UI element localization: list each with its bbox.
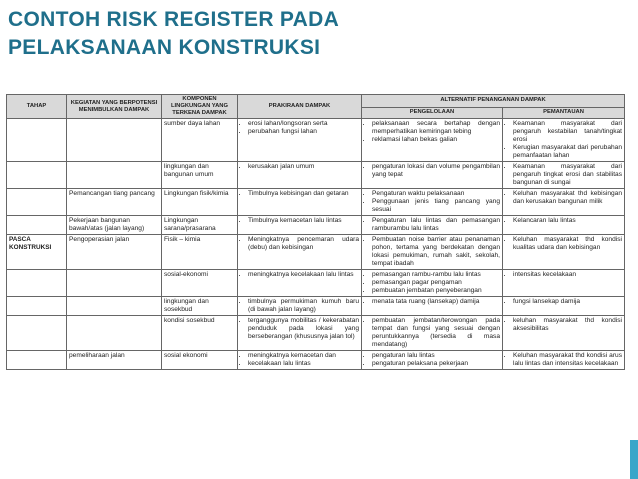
bullet-item: • keluhan masyarakat thd kondisi aksesibilitas — [513, 317, 622, 333]
slide-title-line-2: PELAKSANAAN KONSTRUKSI — [8, 36, 321, 59]
cell-komponen: Lingkungan fisik/kimia — [162, 189, 238, 216]
bullet-item: • Pengaturan waktu pelaksanaan — [372, 190, 500, 198]
cell-prakiraan-list — [240, 217, 359, 225]
slide-title-line-1: CONTOH RISK REGISTER PADA — [8, 8, 340, 31]
bullet-item: • fungsi lansekap damija — [513, 298, 622, 306]
cell-pemantauan — [503, 189, 625, 216]
cell-pengelolaan — [362, 119, 503, 162]
cell-prakiraan — [238, 235, 362, 270]
cell-tahap — [7, 119, 67, 162]
cell-prakiraan — [238, 162, 362, 189]
bullet-item: • pembuatan jembatan/terowongan pada tempat dan fungsi yang sesuai dengan peruntukkannya (tersedia di masa mendatang) — [372, 317, 500, 349]
bullet-item: • erosi lahan/longsoran serta — [248, 120, 359, 128]
bullet-item: • Keamanan masyarakat dari pengaruh tingkat erosi dan stabilitas bangunan di sungai — [513, 163, 622, 187]
cell-prakiraan-list — [240, 298, 359, 314]
cell-prakiraan — [238, 270, 362, 297]
cell-tahap — [7, 270, 67, 297]
cell-pengelolaan — [362, 297, 503, 316]
cell-prakiraan-list — [240, 236, 359, 252]
slide-accent-bar — [630, 440, 638, 479]
table-row — [7, 351, 625, 370]
cell-pemantauan-list — [505, 317, 622, 333]
cell-kegiatan — [67, 162, 162, 189]
cell-pemantauan — [503, 316, 625, 351]
cell-kegiatan: Pengoperasian jalan — [67, 235, 162, 270]
header-pemantauan: PEMANTAUAN — [503, 107, 625, 118]
cell-kegiatan: Pekerjaan bangunan bawah/atas (jalan layang) — [67, 216, 162, 235]
cell-komponen: sumber daya lahan — [162, 119, 238, 162]
cell-pemantauan — [503, 270, 625, 297]
cell-prakiraan — [238, 351, 362, 370]
cell-pemantauan — [503, 119, 625, 162]
cell-pengelolaan — [362, 189, 503, 216]
header-alternatif: ALTERNATIF PENANGANAN DAMPAK — [362, 95, 625, 108]
cell-pemantauan — [503, 162, 625, 189]
cell-pengelolaan-list — [364, 298, 500, 306]
cell-kegiatan: pemeliharaan jalan — [67, 351, 162, 370]
bullet-item: • pemasangan pagar pengaman — [372, 279, 500, 287]
cell-pengelolaan-list — [364, 217, 500, 233]
cell-pemantauan-list — [505, 190, 622, 206]
cell-pengelolaan — [362, 351, 503, 370]
cell-pengelolaan-list — [364, 120, 500, 144]
cell-tahap: PASCA KONSTRUKSI — [7, 235, 67, 270]
risk-register-sheet — [6, 94, 626, 479]
cell-pemantauan-list — [505, 352, 622, 368]
cell-prakiraan-list — [240, 317, 359, 341]
cell-kegiatan — [67, 119, 162, 162]
cell-pengelolaan-list — [364, 163, 500, 179]
cell-pengelolaan — [362, 162, 503, 189]
cell-pemantauan — [503, 216, 625, 235]
bullet-item: • kecelakaan lalu lintas — [248, 360, 359, 368]
cell-prakiraan-list — [240, 120, 359, 136]
table-body — [7, 119, 625, 370]
cell-prakiraan — [238, 297, 362, 316]
cell-komponen: Fisik – kimia — [162, 235, 238, 270]
bullet-item: • pengaturan lalu lintas — [372, 352, 500, 360]
cell-prakiraan — [238, 216, 362, 235]
header-tahap: TAHAP — [7, 95, 67, 119]
bullet-item: • Kelancaran lalu lintas — [513, 217, 622, 225]
table-row — [7, 216, 625, 235]
cell-pengelolaan-list — [364, 317, 500, 349]
cell-prakiraan — [238, 316, 362, 351]
cell-pemantauan-list — [505, 120, 622, 160]
table-row — [7, 297, 625, 316]
slide-title — [8, 6, 468, 62]
cell-pemantauan-list — [505, 271, 622, 279]
header-prakiraan: PRAKIRAAN DAMPAK — [238, 95, 362, 119]
bullet-item: • intensitas kecelakaan — [513, 271, 622, 279]
cell-pemantauan — [503, 235, 625, 270]
bullet-item: • menata tata ruang (lansekap) damija — [372, 298, 500, 306]
cell-pengelolaan-list — [364, 352, 500, 368]
cell-tahap — [7, 297, 67, 316]
cell-kegiatan — [67, 297, 162, 316]
cell-komponen: sosial-ekonomi — [162, 270, 238, 297]
bullet-item: • reklamasi lahan bekas galian — [372, 136, 500, 144]
table-row — [7, 119, 625, 162]
cell-pengelolaan-list — [364, 236, 500, 268]
cell-tahap — [7, 189, 67, 216]
bullet-item: • pengaturan pelaksana pekerjaan — [372, 360, 500, 368]
bullet-item: • pengaturan lokasi dan volume pengambilan yang tepat — [372, 163, 500, 179]
bullet-item: • Penggunaan jenis tiang pancang yang sesuai — [372, 198, 500, 214]
bullet-item: • Meningkatnya pencemaran udara (debu) dan kebisingan — [248, 236, 359, 252]
cell-prakiraan — [238, 119, 362, 162]
bullet-item: • kerusakan jalan umum — [248, 163, 359, 171]
table-row — [7, 162, 625, 189]
bullet-item: • Keamanan masyarakat dari pengaruh kestabilan tanah/tingkat erosi — [513, 120, 622, 144]
cell-komponen: sosial ekonomi — [162, 351, 238, 370]
bullet-item: • meningkatnya kecelakaan lalu lintas — [248, 271, 359, 279]
cell-tahap — [7, 162, 67, 189]
cell-prakiraan-list — [240, 352, 359, 368]
cell-pemantauan — [503, 351, 625, 370]
cell-pemantauan — [503, 297, 625, 316]
cell-komponen: kondisi sosekbud — [162, 316, 238, 351]
cell-tahap — [7, 351, 67, 370]
cell-pemantauan-list — [505, 217, 622, 225]
cell-pemantauan-list — [505, 163, 622, 187]
cell-prakiraan-list — [240, 271, 359, 279]
cell-tahap — [7, 216, 67, 235]
table-row — [7, 316, 625, 351]
cell-prakiraan-list — [240, 190, 359, 198]
cell-pengelolaan-list — [364, 190, 500, 214]
cell-pengelolaan — [362, 316, 503, 351]
bullet-item: • timbulnya permukiman kumuh baru (di bawah jalan layang) — [248, 298, 359, 314]
bullet-item: • perubahan fungsi lahan — [248, 128, 359, 136]
table-row — [7, 235, 625, 270]
bullet-item: • Keluhan masyarakat thd kebisingan dan kerusakan bangunan milik — [513, 190, 622, 206]
cell-tahap — [7, 316, 67, 351]
cell-kegiatan — [67, 270, 162, 297]
cell-komponen: lingkungan dan bangunan umum — [162, 162, 238, 189]
cell-pengelolaan-list — [364, 271, 500, 295]
table-header — [7, 95, 625, 119]
bullet-item: • pembuatan jembatan penyeberangan — [372, 287, 500, 295]
risk-register-table — [6, 94, 625, 370]
bullet-item: • Kerugian masyarakat dari perubahan pemanfaatan lahan — [513, 144, 622, 160]
cell-pengelolaan — [362, 270, 503, 297]
table-row — [7, 270, 625, 297]
bullet-item: • Keluhan masyarakat thd kondisi arus lalu lintas dan intensitas kecelakaan — [513, 352, 622, 368]
cell-kegiatan: Pemancangan tiang pancang — [67, 189, 162, 216]
bullet-item: • terganggunya mobilitas / kekerabatan penduduk pada lokasi yang berseberangan (khususnya jalan tol) — [248, 317, 359, 341]
header-pengelolaan: PENGELOLAAN — [362, 107, 503, 118]
bullet-item: • pemasangan rambu-rambu lalu lintas — [372, 271, 500, 279]
cell-kegiatan — [67, 316, 162, 351]
cell-prakiraan — [238, 189, 362, 216]
bullet-item: • Pembuatan noise barrier atau penanaman pohon, tertama yang berdekatan dengan lokasi pemukiman, rumah sakit, sekolah, tempat ibadah — [372, 236, 500, 268]
bullet-item: • meningkatnya kemacetan dan — [248, 352, 359, 360]
header-kegiatan: KEGIATAN YANG BERPOTENSI MENIMBULKAN DAMPAK — [67, 95, 162, 119]
header-komponen: KOMPONEN LINGKUNGAN YANG TERKENA DAMPAK — [162, 95, 238, 119]
cell-pengelolaan — [362, 216, 503, 235]
bullet-item: • Timbulnya kemacetan lalu lintas — [248, 217, 359, 225]
table-row — [7, 189, 625, 216]
bullet-item: • Timbulnya kebisingan dan getaran — [248, 190, 359, 198]
bullet-item: • Pengaturan lalu lintas dan pemasangan ramburambu lalu lintas — [372, 217, 500, 233]
cell-komponen: lingkungan dan sosekbud — [162, 297, 238, 316]
bullet-item: • Keluhan masyarakat thd kondisi kualitas udara dan kebisingan — [513, 236, 622, 252]
cell-pemantauan-list — [505, 236, 622, 252]
cell-pengelolaan — [362, 235, 503, 270]
cell-pemantauan-list — [505, 298, 622, 306]
cell-komponen: Lingkungan sarana/prasarana — [162, 216, 238, 235]
cell-prakiraan-list — [240, 163, 359, 171]
bullet-item: • pelaksanaan secara bertahap dengan memperhatikan kemiringan tebing — [372, 120, 500, 136]
